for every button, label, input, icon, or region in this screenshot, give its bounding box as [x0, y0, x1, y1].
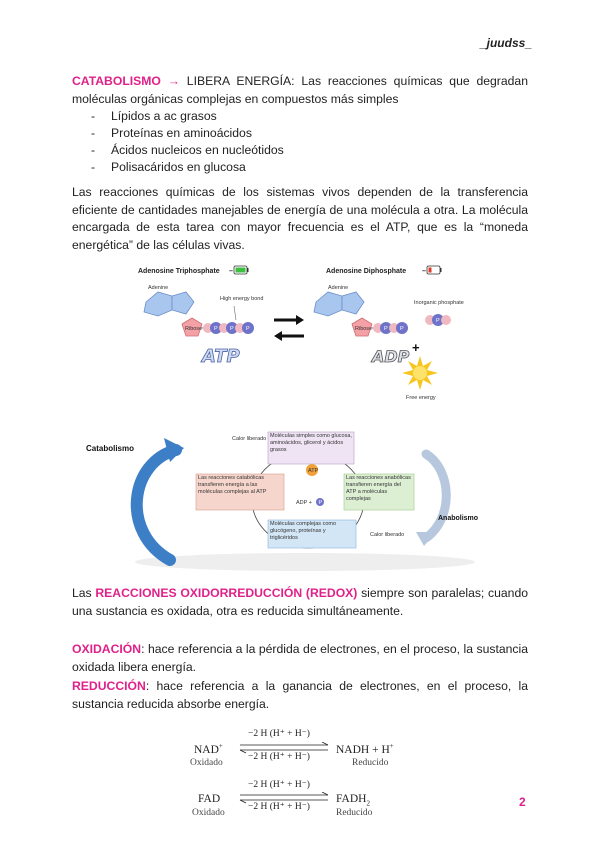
svg-text:Ribose: Ribose — [185, 326, 203, 332]
atp-molecule-icon — [144, 285, 263, 367]
equilibrium-arrows-icon — [274, 315, 304, 341]
adp-label: ADP — [372, 347, 410, 366]
eq1-bottom: −2 H (H⁺ + H⁻) — [248, 752, 310, 762]
adp-molecule-icon — [314, 285, 464, 366]
oxidacion-paragraph — [72, 641, 528, 676]
anabolismo-arrow-icon — [426, 454, 446, 538]
catabolismo-paragraph — [72, 73, 528, 108]
atp-adp-figure — [136, 262, 466, 412]
atp-paragraph: Las reacciones químicas de los sistemas vivos dependen de la transferencia eficiente de cantidades manejables de energía de una molécula a otra. La molécula encargada de esta tarea con mayor frecuencia es el ATP, que es la “moneda energética” de las células vivas. — [72, 185, 528, 252]
catabolismo-term: CATABOLISMO — [72, 74, 161, 88]
battery-low-icon — [427, 266, 442, 274]
anabolismo-label: Anabolismo — [438, 515, 479, 522]
svg-text:Adenine: Adenine — [148, 285, 169, 291]
eq1-left-sub: Oxidado — [190, 758, 223, 768]
list-item: - Lípidos a ac grasos — [87, 108, 507, 125]
eq1-top: −2 H (H⁺ + H⁻) — [248, 729, 310, 739]
list-item: - Polisacáridos en glucosa — [87, 159, 507, 176]
oxidacion-text: : hace referencia a la pérdida de electrones, en el proceso, la sustancia oxidada libera energía. — [72, 642, 528, 674]
redox-paragraph — [72, 585, 528, 620]
svg-text:Calor liberado: Calor liberado — [232, 436, 267, 442]
svg-text:Free energy: Free energy — [406, 395, 436, 401]
reduccion-paragraph — [72, 678, 528, 713]
list-item: - Proteínas en aminoácidos — [87, 125, 507, 142]
svg-text:Adenine: Adenine — [328, 285, 349, 291]
svg-text:High energy bond: High energy bond — [220, 296, 264, 302]
oxidacion-term: OXIDACIÓN — [72, 642, 142, 656]
equation-fad: FAD Oxidado −2 H (H⁺ + H⁻) −2 H (H⁺ + H⁻) $FADH_2$ Reducido — [192, 780, 373, 818]
list-item: - Ácidos nucleicos en nucleótidos — [87, 142, 507, 159]
eq2-left: FAD — [198, 793, 221, 805]
svg-text:P: P — [230, 326, 234, 332]
eq2-right-sub: Reducido — [336, 808, 373, 818]
svg-text:P: P — [318, 500, 323, 506]
eq2-bottom: −2 H (H⁺ + H⁻) — [248, 802, 310, 812]
catabolismo-lead: LIBERA ENERGÍA: — [186, 74, 295, 88]
svg-text:+: + — [412, 340, 420, 355]
svg-text:P: P — [400, 326, 404, 332]
catabolismo-label: Catabolismo — [86, 444, 135, 453]
svg-text:–: – — [229, 268, 233, 275]
svg-text:P: P — [214, 326, 218, 332]
arrow-icon: → — [167, 74, 180, 88]
atp-label: ATP — [202, 346, 240, 367]
adp-title: Adenosine Diphosphate — [326, 268, 407, 275]
svg-text:–: – — [422, 268, 426, 275]
catabolismo-text: Las reacciones químicas que degradan moléculas orgánicas complejas en compuestos más simples — [72, 74, 528, 106]
metabolism-cycle-figure: Catabolismo Anabolismo Calor liberado Calor liberado Moléculas simples como glucosa, aminoácidos, glicerol y ácidos grasos Las reacciones catabólicas transfieren energía a las moléculas complejas al ATP Las reacciones anabólicas transfieren energía del ATP a moléculas complejas Moléculas complejas como glucógeno, proteínas y triglicéridos ATP ADP + P — [80, 422, 520, 582]
author-tag: _juudss_ — [479, 36, 532, 50]
eq2-left-sub: Oxidado — [192, 808, 225, 818]
battery-full-icon — [234, 266, 249, 274]
eq2-right: FADH — [336, 793, 367, 805]
reduccion-term: REDUCCIÓN — [72, 679, 146, 693]
svg-text:Inorganic phosphate: Inorganic phosphate — [414, 300, 464, 306]
catabolismo-arrow-icon — [137, 450, 176, 560]
redox-pre: Las — [72, 586, 92, 600]
atp-title: Adenosine Triphosphate — [138, 268, 220, 275]
reduccion-text: : hace referencia a la ganancia de electrones, en el proceso, la sustancia reducida absorbe energía. — [72, 679, 528, 711]
page-number: 2 — [519, 795, 526, 809]
svg-text:ATP: ATP — [308, 468, 319, 474]
svg-text:Ribose: Ribose — [355, 326, 373, 332]
svg-text:P: P — [246, 326, 250, 332]
eq1-left: NAD — [194, 743, 219, 756]
catabolismo-list — [87, 108, 507, 176]
eq1-right-sub: Reducido — [352, 758, 389, 768]
equation-nad: NAD+ Oxidado −2 H (H⁺ + H⁻) −2 H (H⁺ + H⁻) NADH + H+ Reducido — [190, 729, 394, 768]
svg-text:P: P — [436, 318, 440, 324]
svg-text:P: P — [384, 326, 388, 332]
svg-text:ADP +: ADP + — [296, 500, 312, 506]
eq1-right: NADH + H — [336, 743, 390, 756]
eq2-top: −2 H (H⁺ + H⁻) — [248, 780, 310, 790]
redox-post: siempre son paralelas; cuando una sustancia es oxidada, otra es reducida simultáneamente. — [72, 586, 529, 618]
svg-text:Calor liberado: Calor liberado — [370, 532, 405, 538]
redox-term: REACCIONES OXIDORREDUCCIÓN (REDOX) — [95, 586, 358, 600]
